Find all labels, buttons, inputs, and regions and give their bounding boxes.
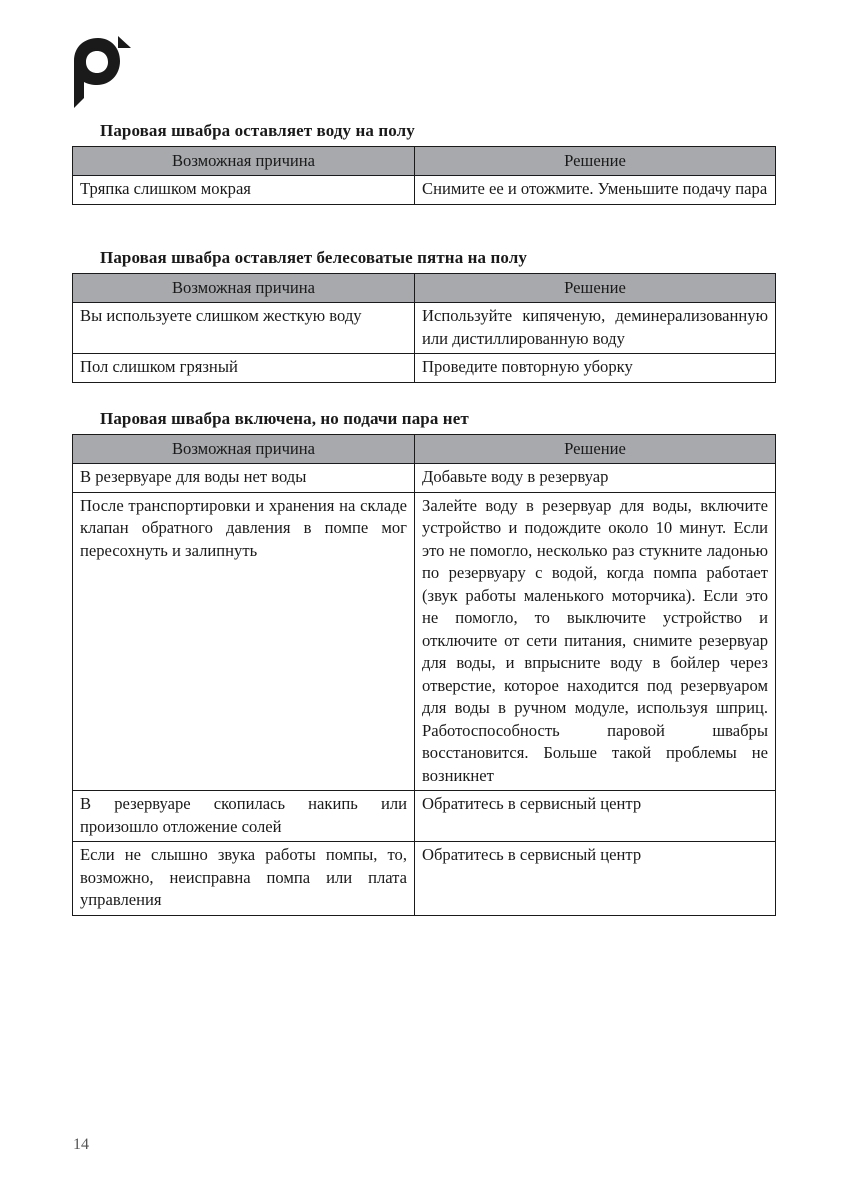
column-header-solution: Решение	[415, 435, 776, 464]
table-row	[73, 464, 776, 493]
table-header-row	[73, 435, 776, 464]
section-no-steam	[72, 409, 775, 916]
solution-cell: Обратитесь в сервисный центр	[415, 842, 776, 916]
table-header-row	[73, 147, 776, 176]
cause-cell: Вы используете слишком жесткую воду	[73, 303, 415, 354]
troubleshooting-table	[72, 146, 776, 205]
table-row	[73, 176, 776, 205]
section-title: Паровая швабра оставляет белесоватые пятна на полу	[100, 248, 527, 267]
cause-cell: В резервуаре скопилась накипь или произошло отложение солей	[73, 791, 415, 842]
table-row	[73, 791, 776, 842]
cause-cell: Тряпка слишком мокрая	[73, 176, 415, 205]
table-row	[73, 492, 776, 791]
cause-cell: После транспортировки и хранения на складе клапан обратного давления в помпе мог пересохнуть и залипнуть	[73, 492, 415, 791]
column-header-cause: Возможная причина	[73, 274, 415, 303]
solution-cell: Снимите ее и отожмите. Уменьшите подачу пара	[415, 176, 776, 205]
cause-cell: В резервуаре для воды нет воды	[73, 464, 415, 493]
section-title: Паровая швабра включена, но подачи пара нет	[100, 409, 469, 428]
troubleshooting-table	[72, 434, 776, 916]
column-header-solution: Решение	[415, 147, 776, 176]
table-row	[73, 303, 776, 354]
page-number: 14	[73, 1136, 89, 1153]
column-header-solution: Решение	[415, 274, 776, 303]
solution-cell: Залейте воду в резервуар для воды, включите устройство и подождите около 10 минут. Если это не помогло, несколько раз стукните ладонью по резервуару с водой, когда помпа работает (звук работы маленького моторчика). Если это не помогло, то выключите устройство и отключите от сети питания, снимите резервуар для воды, и впрысните воду в бойлер через отверстие, которое находится под резервуаром для воды в ручном модуле, используя шприц. Работоспособность паровой швабры восстановится. Больше такой проблемы не возникнет	[415, 492, 776, 791]
section-whitish-spots	[72, 248, 775, 383]
cause-cell: Если не слышно звука работы помпы, то, возможно, неисправна помпа или плата управления	[73, 842, 415, 916]
column-header-cause: Возможная причина	[73, 147, 415, 176]
table-header-row	[73, 274, 776, 303]
cause-cell: Пол слишком грязный	[73, 354, 415, 383]
solution-cell: Проведите повторную уборку	[415, 354, 776, 383]
table-row	[73, 354, 776, 383]
table-row	[73, 842, 776, 916]
solution-cell: Обратитесь в сервисный центр	[415, 791, 776, 842]
solution-cell: Используйте кипяченую, деминерализованную или дистиллированную воду	[415, 303, 776, 354]
troubleshooting-table	[72, 273, 776, 383]
brand-logo	[70, 34, 132, 108]
section-water-on-floor	[72, 121, 775, 205]
solution-cell: Добавьте воду в резервуар	[415, 464, 776, 493]
brand-p-logo-icon	[70, 34, 132, 108]
section-title: Паровая швабра оставляет воду на полу	[100, 121, 415, 140]
column-header-cause: Возможная причина	[73, 435, 415, 464]
